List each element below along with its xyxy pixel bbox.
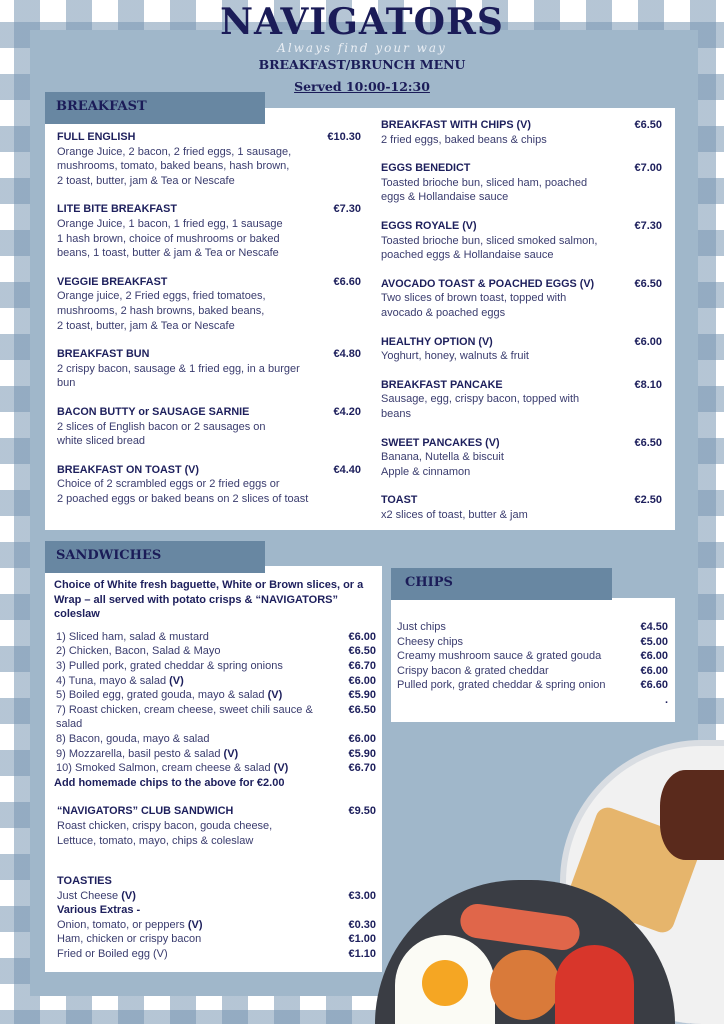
veg-marker: (V) <box>273 762 289 775</box>
item-desc: Yoghurt, honey, walnuts & fruit <box>381 350 529 363</box>
item-name: “NAVIGATORS” CLUB SANDWICH <box>57 805 234 818</box>
item-name: TOAST <box>381 494 418 507</box>
sandwiches-heading: SANDWICHES <box>45 541 265 573</box>
row-price: €1.10 <box>348 948 376 961</box>
extras-heading: Various Extras - <box>57 904 141 917</box>
list-row <box>56 688 376 703</box>
menu-item <box>57 275 361 333</box>
item-price: €4.80 <box>333 348 361 361</box>
toastie-row <box>57 889 376 904</box>
row-name: 1) Sliced ham, salad & mustard <box>56 630 209 643</box>
menu-item <box>57 347 361 391</box>
row-name: Crispy bacon & grated cheddar <box>397 664 549 677</box>
list-row <box>56 747 376 762</box>
row-name: Just chips <box>397 621 446 633</box>
mushrooms-illustration <box>660 770 724 860</box>
row-label <box>397 678 606 693</box>
row-name: 4) Tuna, mayo & salad <box>56 674 170 687</box>
item-price: €6.60 <box>333 275 361 288</box>
row-price: €6.50 <box>348 645 376 658</box>
breakfast-heading: BREAKFAST <box>45 92 265 124</box>
item-name: EGGS ROYALE (V) <box>381 219 477 232</box>
veg-marker: (V) <box>187 918 203 931</box>
row-label <box>56 674 184 689</box>
row-label <box>397 664 549 679</box>
row-name: Just Cheese <box>57 889 122 902</box>
list-row <box>56 630 376 645</box>
item-price: €10.30 <box>327 131 361 143</box>
row-label <box>56 732 209 747</box>
veg-marker: (V) <box>267 689 283 702</box>
row-name: Onion, tomato, or peppers <box>57 918 188 931</box>
row-label <box>56 761 288 776</box>
item-price: €2.50 <box>634 494 662 507</box>
item-name: BACON BUTTY or SAUSAGE SARNIE <box>57 405 250 418</box>
veg-marker: (V) <box>121 889 136 902</box>
row-label <box>56 644 220 659</box>
list-row <box>57 947 376 962</box>
item-price: €7.30 <box>333 203 361 216</box>
toasties-heading: TOASTIES <box>57 875 112 888</box>
row-price: €6.70 <box>348 659 376 672</box>
row-label <box>57 947 168 962</box>
row-name: 5) Boiled egg, grated gouda, mayo & salad <box>56 689 268 702</box>
row-name: 2) Chicken, Bacon, Salad & Mayo <box>56 645 221 658</box>
row-label <box>56 630 209 645</box>
item-price: €7.00 <box>634 162 662 175</box>
row-price: €6.00 <box>348 732 376 745</box>
list-row <box>56 644 376 659</box>
item-name: BREAKFAST WITH CHIPS (V) <box>381 119 531 131</box>
row-price: €6.60 <box>640 679 668 692</box>
row-price: €5.90 <box>348 747 376 760</box>
row-name: 8) Bacon, gouda, mayo & salad <box>56 732 210 745</box>
list-row <box>397 649 668 664</box>
row-name: 3) Pulled pork, grated cheddar & spring onions <box>56 659 283 672</box>
breakfast-right-column <box>381 118 662 536</box>
item-desc: Toasted brioche bun, sliced smoked salmon, poached eggs & Hollandaise sauce <box>381 234 598 262</box>
list-row <box>397 620 668 635</box>
row-price: €6.70 <box>348 762 376 775</box>
sandwiches-column <box>54 578 376 962</box>
item-desc: 2 crispy bacon, sausage & 1 fried egg, in a burger bun <box>57 362 300 390</box>
row-label <box>56 688 282 703</box>
list-row <box>56 659 376 674</box>
list-row <box>56 732 376 747</box>
item-desc: Orange Juice, 2 bacon, 2 fried eggs, 1 sausage, mushrooms, tomato, baked beans, hash brown, 2 toast, butter, jam & Tea or Nescafe <box>57 145 292 187</box>
item-price: €7.30 <box>634 219 662 232</box>
menu-item <box>57 405 361 449</box>
item-name: SWEET PANCAKES (V) <box>381 436 500 449</box>
item-name: BREAKFAST BUN <box>57 348 150 361</box>
menu-item <box>57 202 361 260</box>
row-name: 10) Smoked Salmon, cream cheese & salad <box>56 762 274 775</box>
menu-item <box>57 130 361 188</box>
breakfast-left-column <box>57 130 361 520</box>
item-name: AVOCADO TOAST & POACHED EGGS (V) <box>381 277 595 290</box>
item-name: VEGGIE BREAKFAST <box>57 275 168 288</box>
row-price: €1.00 <box>348 933 376 946</box>
menu-item <box>381 219 662 263</box>
item-price: €4.20 <box>333 405 361 418</box>
toasties <box>54 874 376 962</box>
list-row <box>56 761 376 776</box>
row-name: Pulled pork, grated cheddar & spring onion <box>397 679 606 692</box>
item-name: FULL ENGLISH <box>57 131 136 143</box>
item-price: €6.50 <box>634 436 662 449</box>
row-label <box>397 620 446 635</box>
list-row <box>57 918 376 933</box>
row-label <box>56 703 338 732</box>
item-desc: Roast chicken, crispy bacon, gouda cheese, Lettuce, tomato, mayo, chips & coleslaw <box>57 819 273 847</box>
menu-item <box>381 335 662 364</box>
row-label <box>56 747 238 762</box>
row-name: 7) Roast chicken, cream cheese, sweet chili sauce & salad <box>56 703 313 731</box>
item-desc: Orange juice, 2 Fried eggs, fried tomatoes, mushrooms, 2 hash browns, baked beans, 2 toast, butter, jam & Tea or Nescafe <box>57 290 266 332</box>
item-price: €6.50 <box>634 119 662 131</box>
row-price: €5.90 <box>348 689 376 702</box>
veg-marker: (V) <box>223 747 239 760</box>
menu-item <box>381 493 662 522</box>
served-hours: Served 10:00-12:30 <box>294 79 430 94</box>
fried-egg-illustration <box>395 935 495 1024</box>
list-row <box>57 932 376 947</box>
menu-item <box>57 463 361 507</box>
item-price: €8.10 <box>634 378 662 391</box>
item-desc: Toasted brioche bun, sliced ham, poached eggs & Hollandaise sauce <box>381 176 588 204</box>
item-price: €6.50 <box>634 277 662 290</box>
chips-heading: CHIPS <box>391 568 612 600</box>
item-desc: Sausage, egg, crispy bacon, topped with beans <box>381 393 580 420</box>
veg-marker: (V) <box>169 674 184 687</box>
row-price: €6.00 <box>640 664 668 677</box>
menu-item <box>381 378 662 422</box>
item-price: €9.50 <box>348 805 376 818</box>
item-desc: Banana, Nutella & biscuit Apple & cinnamon <box>381 451 504 478</box>
list-row <box>397 635 668 650</box>
item-name: HEALTHY OPTION (V) <box>381 335 493 348</box>
menu-item <box>381 161 662 205</box>
restaurant-title: NAVIGATORS <box>220 1 504 43</box>
club-sandwich <box>57 804 376 848</box>
tagline: Always find your way <box>277 41 447 55</box>
row-name: Cheesy chips <box>397 635 464 648</box>
row-label <box>57 932 201 947</box>
row-name: Fried or Boiled egg (V) <box>57 948 168 961</box>
row-label <box>397 635 463 650</box>
item-name: LITE BITE BREAKFAST <box>57 203 177 216</box>
sandwiches-intro: Choice of White fresh baguette, White or Brown slices, or a Wrap – all served with potato crisps & “NAVIGATORS” coleslaw <box>54 579 364 621</box>
item-name: EGGS BENEDICT <box>381 162 471 175</box>
menu-item <box>381 436 662 480</box>
row-price: €5.00 <box>640 635 668 648</box>
row-price: €6.00 <box>348 674 376 687</box>
row-label <box>397 649 601 664</box>
row-price: €6.00 <box>348 630 376 643</box>
list-row <box>397 678 668 693</box>
row-price: €6.50 <box>348 703 376 716</box>
menu-item <box>381 277 662 321</box>
row-name: 9) Mozzarella, basil pesto & salad <box>56 747 224 760</box>
menu-item <box>381 118 662 147</box>
beans-illustration <box>490 950 560 1020</box>
item-desc: Choice of 2 scrambled eggs or 2 fried eggs or 2 poached eggs or baked beans on 2 slices of toast <box>57 478 309 505</box>
row-name: Creamy mushroom sauce & grated gouda <box>397 650 602 663</box>
row-price: €0.30 <box>348 918 376 931</box>
row-name: Ham, chicken or crispy bacon <box>57 933 202 946</box>
row-label <box>57 918 203 933</box>
list-row <box>397 664 668 679</box>
item-desc: x2 slices of toast, butter & jam <box>381 508 528 521</box>
tomato-illustration <box>555 945 634 1024</box>
item-price: €4.40 <box>333 463 361 476</box>
item-name: BREAKFAST ON TOAST (V) <box>57 463 199 476</box>
item-desc: Two slices of brown toast, topped with avocado & poached eggs <box>381 292 567 319</box>
chips-addon: Add homemade chips to the above for €2.00 <box>54 776 285 789</box>
menu-subtitle: BREAKFAST/BRUNCH MENU <box>258 57 466 72</box>
item-desc: 2 fried eggs, baked beans & chips <box>381 133 547 146</box>
row-price: €6.00 <box>640 650 668 663</box>
chips-trailing-dot: . <box>664 693 668 706</box>
row-label <box>56 659 283 674</box>
list-row <box>56 703 376 732</box>
chips-column <box>397 620 668 708</box>
item-desc: Orange Juice, 1 bacon, 1 fried egg, 1 sausage 1 hash brown, choice of mushrooms or baked beans, 1 toast, butter & jam & Tea or Nescafe <box>57 217 283 260</box>
row-price: €4.50 <box>640 621 668 633</box>
list-row <box>56 674 376 689</box>
item-price: €6.00 <box>634 335 662 348</box>
item-desc: 2 slices of English bacon or 2 sausages on white sliced bread <box>57 420 266 448</box>
item-name: BREAKFAST PANCAKE <box>381 378 503 391</box>
row-price: €3.00 <box>348 889 376 902</box>
